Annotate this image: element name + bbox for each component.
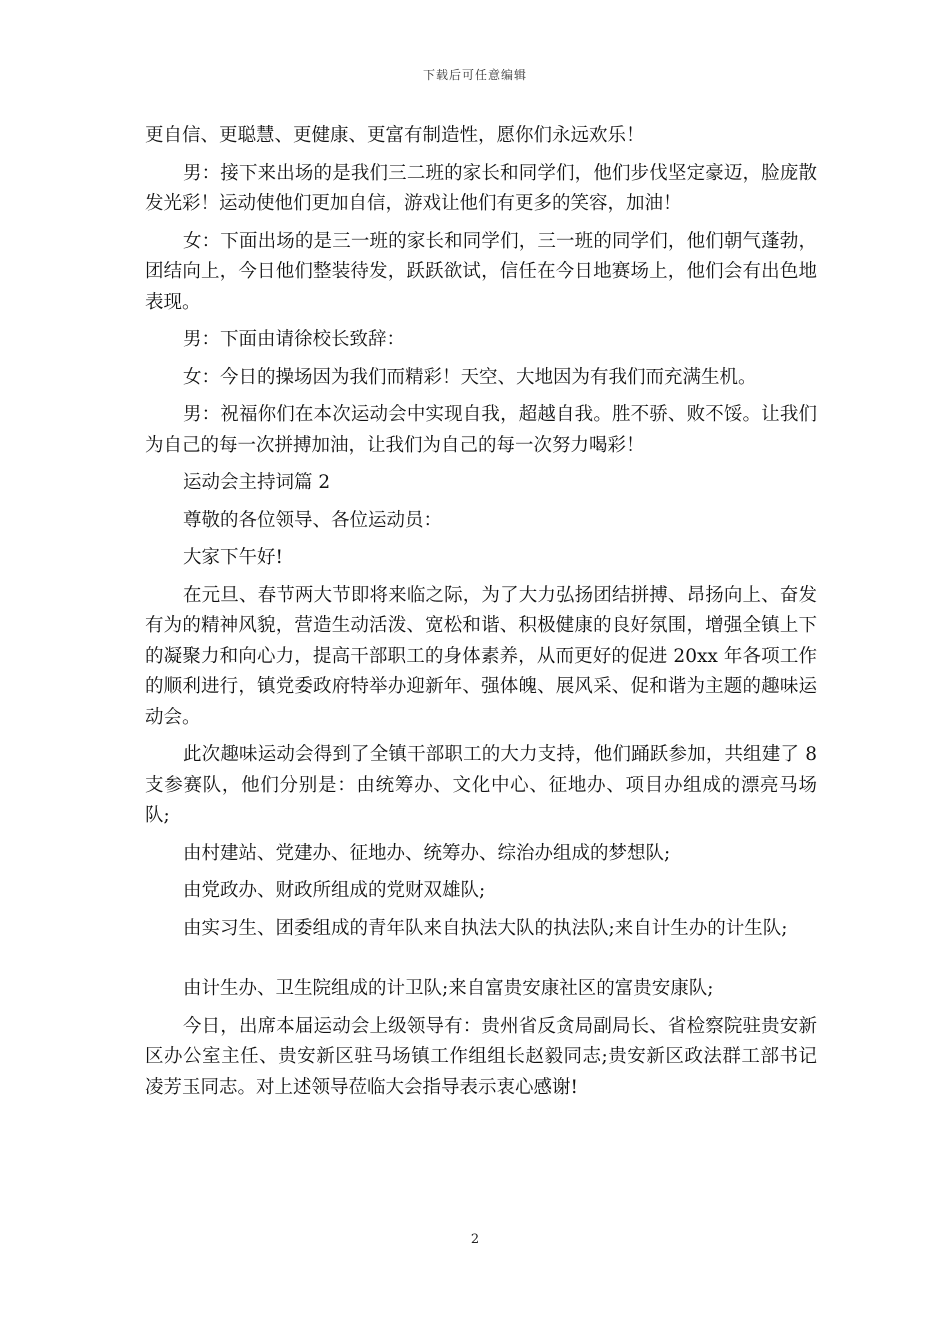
paragraph: 今日，出席本届运动会上级领导有：贵州省反贪局副局长、省检察院驻贵安新区办公室主任、贵安新区驻马场镇工作组组长赵毅同志;贵安新区政法群工部书记凌芳玉同志。对上述领导莅临大会指导表示衷心感谢! bbox=[145, 1015, 817, 1098]
paragraph: 此次趣味运动会得到了全镇干部职工的大力支持，他们踊跃参加，共组建了 8 支参赛队，他们分别是：由统筹办、文化中心、征地办、项目办组成的漂亮马场队; bbox=[145, 744, 817, 826]
paragraph: 由计生办、卫生院组成的计卫队;来自富贵安康社区的富贵安康队; bbox=[183, 978, 714, 999]
paragraph: 更自信、更聪慧、更健康、更富有制造性，愿你们永远欢乐！ bbox=[145, 125, 645, 146]
paragraph: 男：下面由请徐校长致辞： bbox=[183, 329, 406, 350]
paragraph: 男：祝福你们在本次运动会中实现自我，超越自我。胜不骄、败不馁。让我们为自己的每一次拼搏加油，让我们为自己的每一次努力喝彩！ bbox=[145, 404, 817, 456]
paragraph: 女：下面出场的是三一班的家长和同学们，三一班的同学们，他们朝气蓬勃，团结向上，今日他们整装待发，跃跃欲试，信任在今日地赛场上，他们会有出色地表现。 bbox=[145, 230, 817, 313]
page-number: 2 bbox=[470, 1232, 480, 1247]
document-body bbox=[145, 121, 817, 1110]
paragraph: 由实习生、团委组成的青年队来自执法大队的执法队;来自计生办的计生队; bbox=[183, 917, 788, 939]
page-header: 下载后可任意编辑 bbox=[422, 68, 527, 82]
paragraph: 女：今日的操场因为我们而精彩！天空、大地因为有我们而充满生机。 bbox=[183, 366, 757, 388]
paragraph: 在元旦、春节两大节即将来临之际，为了大力弘扬团结拼搏、昂扬向上、奋发有为的精神风貌，营造生动活泼、宽松和谐、积极健康的良好氛围，增强全镇上下的凝聚力和向心力，提高干部职工的身体素养，从而更好的促进 20xx 年各项工作的顺利进行，镇党委政府特举办迎新年、强体魄、展风采、促和谐为主题的趣味运动会。 bbox=[145, 584, 817, 728]
paragraph: 由党政办、财政所组成的党财双雄队; bbox=[183, 880, 486, 901]
section-title: 运动会主持词篇 2 bbox=[183, 472, 331, 493]
salutation: 尊敬的各位领导、各位运动员： bbox=[183, 509, 443, 531]
paragraph: 由村建站、党建办、征地办、统筹办、综治办组成的梦想队; bbox=[183, 842, 671, 864]
greeting: 大家下午好! bbox=[183, 547, 283, 568]
paragraph: 男：接下来出场的是我们三二班的家长和同学们，他们步伐坚定豪迈，脸庞散发光彩！运动使他们更加自信，游戏让他们有更多的笑容，加油！ bbox=[145, 162, 817, 214]
